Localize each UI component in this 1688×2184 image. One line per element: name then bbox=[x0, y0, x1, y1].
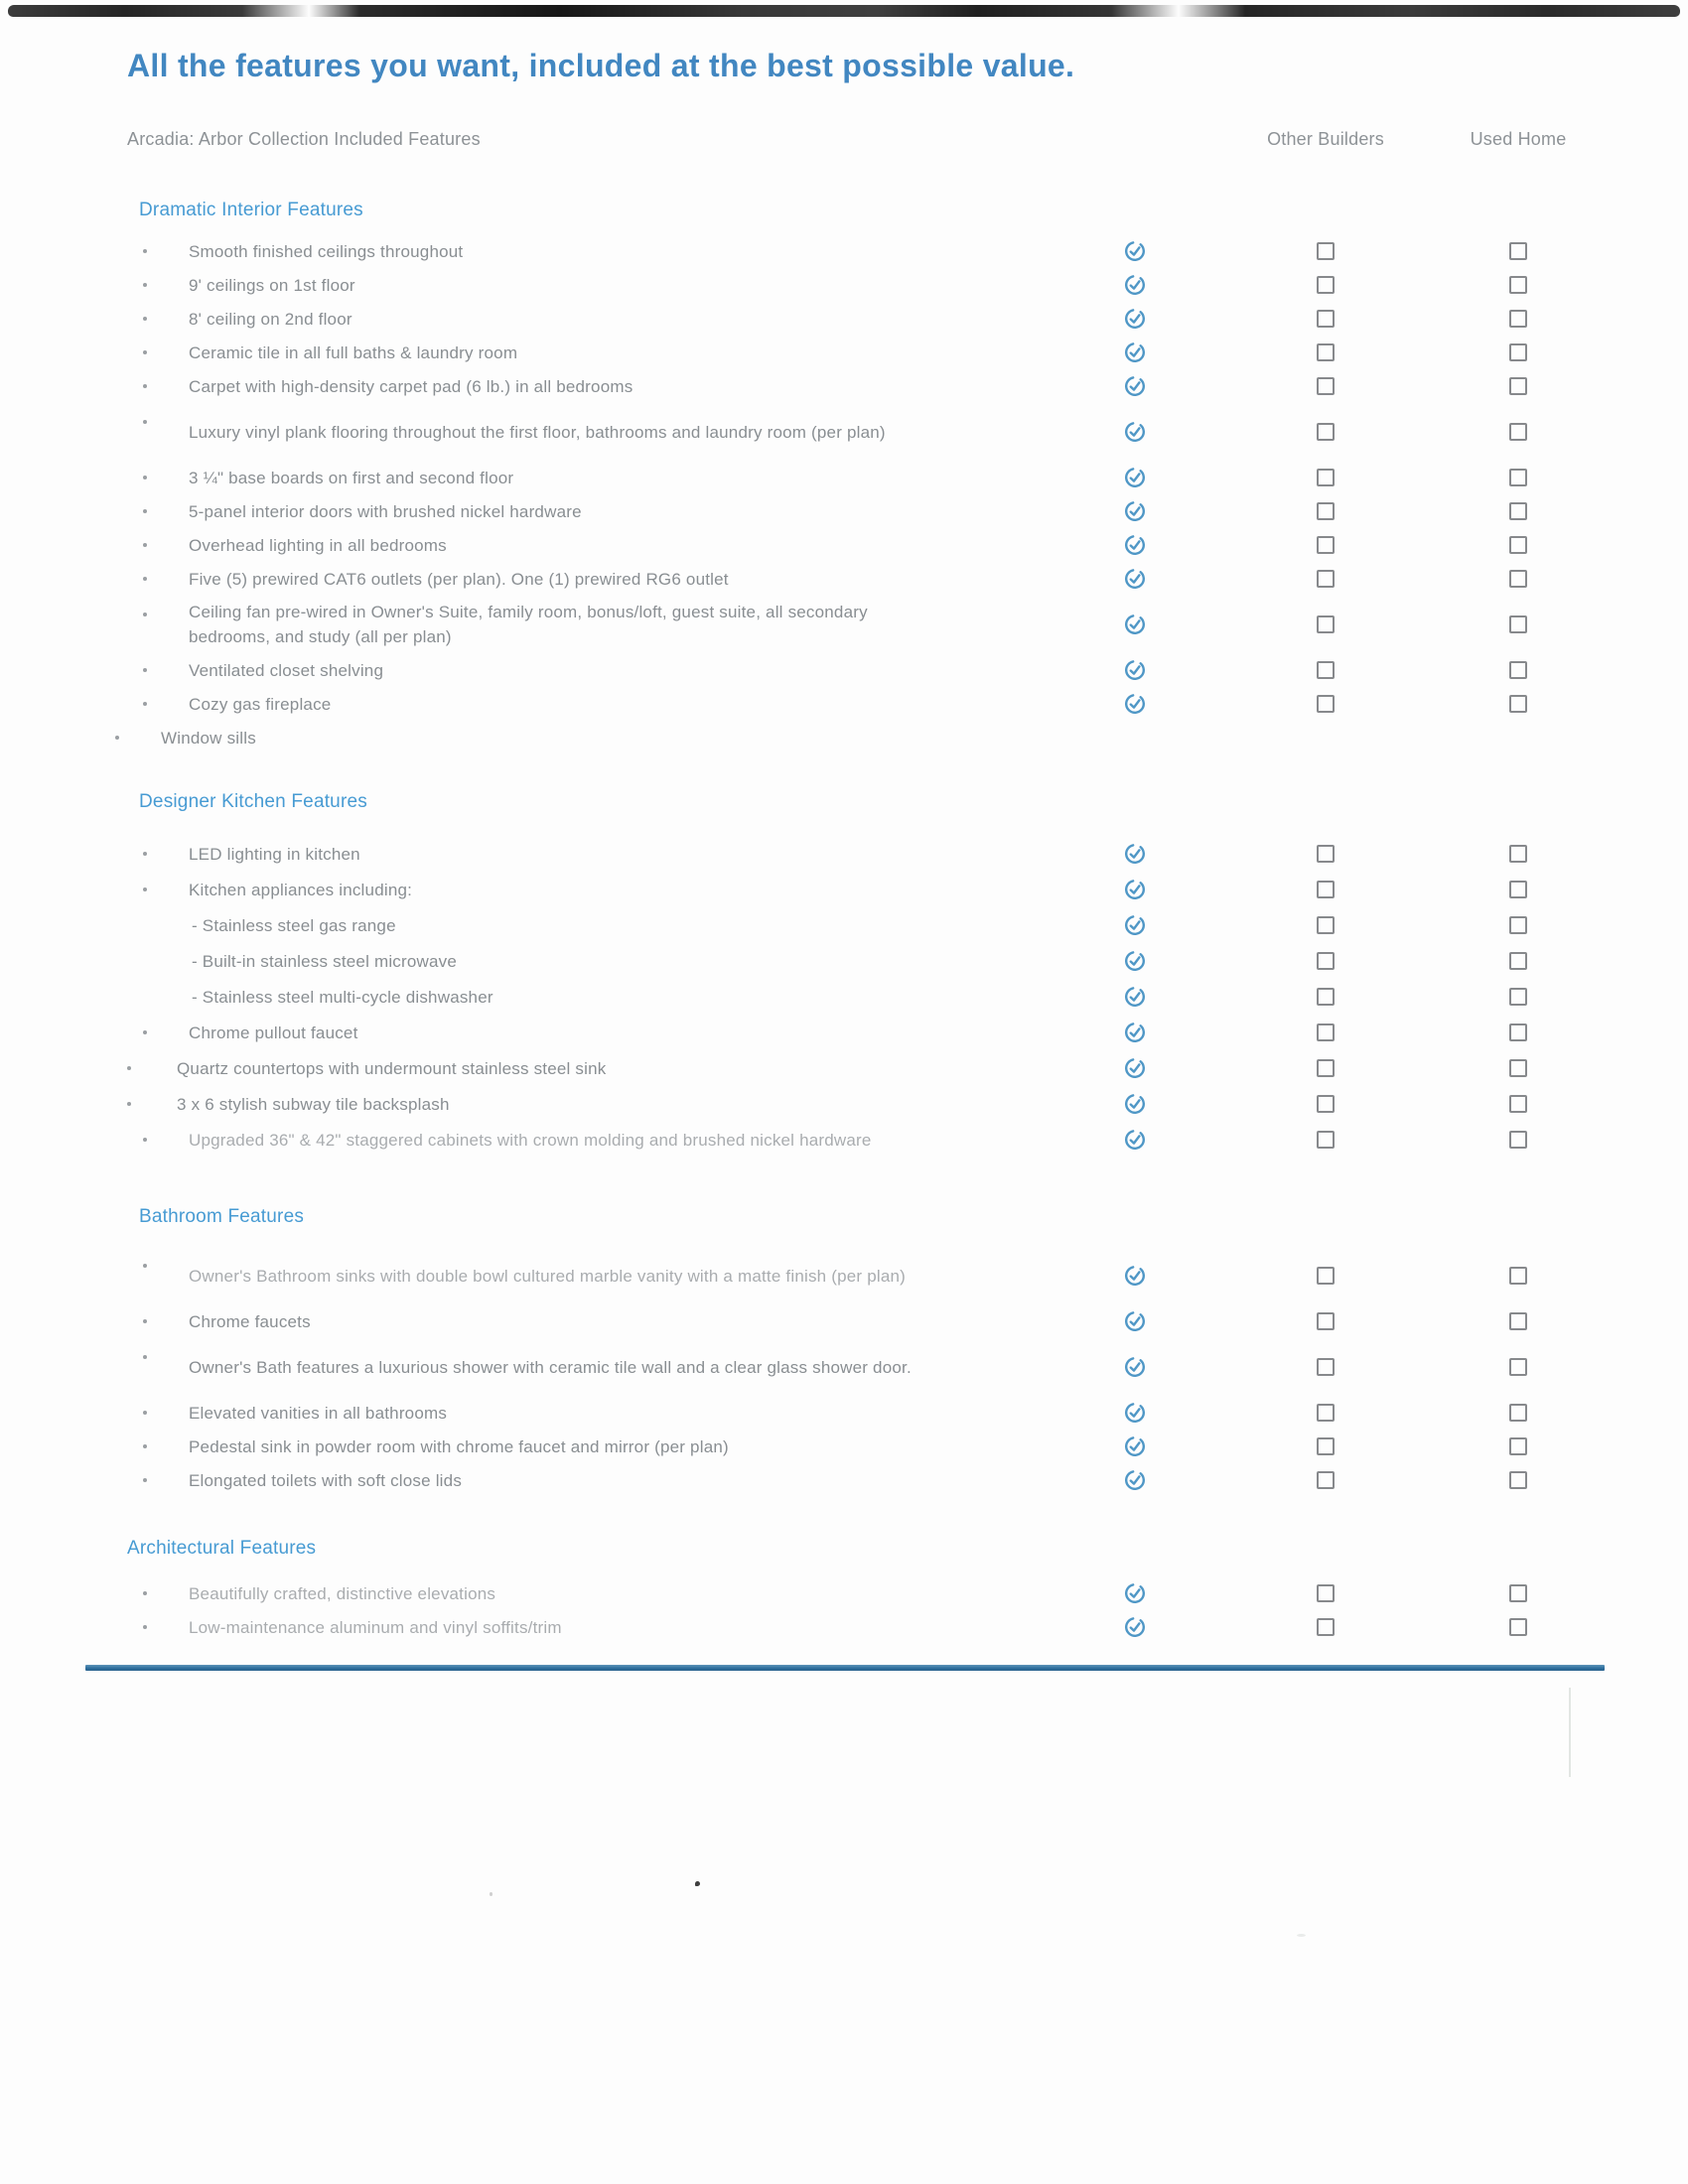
feature-text: Ceiling fan pre-wired in Owner's Suite, family room, bonus/loft, guest suite, all secondary bedrooms, and study (all per plan) bbox=[189, 603, 868, 646]
checkbox-used-home bbox=[1509, 469, 1527, 486]
checkbox-other-builders bbox=[1317, 469, 1335, 486]
feature-row bbox=[0, 596, 1688, 653]
checkbox-used-home bbox=[1509, 1584, 1527, 1602]
checkbox-other-builders bbox=[1317, 695, 1335, 713]
feature-text: Quartz countertops with undermount stainless steel sink bbox=[177, 1058, 607, 1078]
bullet-dot bbox=[143, 350, 147, 354]
section-heading: Dramatic Interior Features bbox=[139, 200, 363, 220]
check-circle-icon bbox=[1124, 375, 1146, 397]
checkbox-used-home bbox=[1509, 570, 1527, 588]
check-circle-icon bbox=[1124, 421, 1146, 443]
checkbox-other-builders bbox=[1317, 615, 1335, 633]
feature-text: Ceramic tile in all full baths & laundry room bbox=[189, 342, 518, 362]
bullet-dot bbox=[143, 1355, 147, 1359]
bullet-dot bbox=[127, 1066, 131, 1070]
feature-row bbox=[0, 907, 1688, 943]
feature-text: Owner's Bathroom sinks with double bowl cultured marble vanity with a matte finish (per plan) bbox=[189, 1266, 906, 1286]
checkbox-other-builders bbox=[1317, 536, 1335, 554]
feature-text: Carpet with high-density carpet pad (6 lb.) in all bedrooms bbox=[189, 376, 633, 396]
checkbox-used-home bbox=[1509, 423, 1527, 441]
checkbox-used-home bbox=[1509, 988, 1527, 1006]
bullet-dot bbox=[143, 1319, 147, 1323]
bullet-dot bbox=[143, 384, 147, 388]
checkbox-other-builders bbox=[1317, 1059, 1335, 1077]
check-circle-icon bbox=[1124, 467, 1146, 488]
check-circle-icon bbox=[1124, 614, 1146, 635]
scan-artifact-top bbox=[8, 5, 1680, 17]
feature-row bbox=[0, 336, 1688, 369]
checkbox-used-home bbox=[1509, 1131, 1527, 1149]
bullet-dot bbox=[143, 1411, 147, 1415]
bullet-dot bbox=[143, 283, 147, 287]
feature-text: Luxury vinyl plank flooring throughout the first floor, bathrooms and laundry room (per plan) bbox=[189, 422, 886, 442]
checkbox-used-home bbox=[1509, 1471, 1527, 1489]
checkbox-other-builders bbox=[1317, 1471, 1335, 1489]
checkbox-used-home bbox=[1509, 615, 1527, 633]
checkbox-used-home bbox=[1509, 377, 1527, 395]
check-circle-icon bbox=[1124, 500, 1146, 522]
feature-text: 3 ¼" base boards on first and second floor bbox=[189, 468, 514, 487]
feature-text: Ventilated closet shelving bbox=[189, 660, 384, 680]
feature-text: Five (5) prewired CAT6 outlets (per plan). One (1) prewired RG6 outlet bbox=[189, 569, 729, 589]
feature-text: Smooth finished ceilings throughout bbox=[189, 241, 464, 261]
feature-text: Kitchen appliances including: bbox=[189, 880, 413, 899]
checkbox-used-home bbox=[1509, 661, 1527, 679]
check-circle-icon bbox=[1124, 693, 1146, 715]
sections bbox=[0, 199, 1688, 1644]
bullet-dot bbox=[143, 1478, 147, 1482]
scan-artifact-line bbox=[1569, 1688, 1571, 1777]
check-circle-icon bbox=[1124, 1265, 1146, 1287]
check-circle-icon bbox=[1124, 568, 1146, 590]
feature-row bbox=[0, 403, 1688, 461]
check-circle-icon bbox=[1124, 1057, 1146, 1079]
checkbox-used-home bbox=[1509, 1059, 1527, 1077]
checkbox-other-builders bbox=[1317, 1437, 1335, 1455]
feature-text: 5-panel interior doors with brushed nickel hardware bbox=[189, 501, 582, 521]
checkbox-other-builders bbox=[1317, 1358, 1335, 1376]
checkbox-other-builders bbox=[1317, 343, 1335, 361]
feature-row bbox=[0, 234, 1688, 268]
feature-row bbox=[0, 302, 1688, 336]
checkbox-used-home bbox=[1509, 1618, 1527, 1636]
check-circle-icon bbox=[1124, 240, 1146, 262]
checkbox-used-home bbox=[1509, 1267, 1527, 1285]
feature-text: LED lighting in kitchen bbox=[189, 844, 360, 864]
scan-artifact-dot bbox=[695, 1881, 700, 1886]
feature-row bbox=[0, 653, 1688, 687]
checkbox-used-home bbox=[1509, 276, 1527, 294]
checkbox-other-builders bbox=[1317, 1267, 1335, 1285]
section-dramatic-interior-features bbox=[0, 199, 1688, 754]
section-bathroom-features bbox=[0, 1205, 1688, 1497]
feature-row bbox=[0, 943, 1688, 979]
section-heading: Bathroom Features bbox=[139, 1206, 305, 1227]
feature-row bbox=[0, 1304, 1688, 1338]
bullet-dot bbox=[143, 476, 147, 479]
checkbox-other-builders bbox=[1317, 845, 1335, 863]
check-circle-icon bbox=[1124, 534, 1146, 556]
feature-text: Elongated toilets with soft close lids bbox=[189, 1470, 463, 1490]
checkbox-other-builders bbox=[1317, 423, 1335, 441]
checkbox-used-home bbox=[1509, 1358, 1527, 1376]
checkbox-used-home bbox=[1509, 1437, 1527, 1455]
check-circle-icon bbox=[1124, 950, 1146, 972]
check-circle-icon bbox=[1124, 1435, 1146, 1457]
bullet-dot bbox=[143, 613, 147, 616]
check-circle-icon bbox=[1124, 1022, 1146, 1043]
bullet-dot bbox=[143, 543, 147, 547]
checkbox-used-home bbox=[1509, 845, 1527, 863]
scan-artifact-dot bbox=[490, 1892, 492, 1896]
column-header-used-home: Used Home bbox=[1470, 129, 1567, 149]
feature-row bbox=[0, 721, 1688, 754]
checkbox-used-home bbox=[1509, 881, 1527, 898]
section-heading: Designer Kitchen Features bbox=[139, 791, 367, 812]
feature-row bbox=[0, 1247, 1688, 1304]
checkbox-used-home bbox=[1509, 1024, 1527, 1041]
bullet-dot bbox=[143, 1030, 147, 1034]
bullet-dot bbox=[143, 577, 147, 581]
feature-list bbox=[0, 1247, 1688, 1497]
check-circle-icon bbox=[1124, 659, 1146, 681]
checkbox-other-builders bbox=[1317, 881, 1335, 898]
checkbox-used-home bbox=[1509, 695, 1527, 713]
check-circle-icon bbox=[1124, 1616, 1146, 1638]
check-circle-icon bbox=[1124, 879, 1146, 900]
checkbox-other-builders bbox=[1317, 1584, 1335, 1602]
bullet-dot bbox=[143, 1625, 147, 1629]
check-circle-icon bbox=[1124, 1469, 1146, 1491]
check-circle-icon bbox=[1124, 274, 1146, 296]
checkbox-other-builders bbox=[1317, 1312, 1335, 1330]
feature-text: Chrome pullout faucet bbox=[189, 1023, 358, 1042]
checkbox-used-home bbox=[1509, 916, 1527, 934]
checkbox-other-builders bbox=[1317, 570, 1335, 588]
check-circle-icon bbox=[1124, 914, 1146, 936]
feature-text: - Stainless steel multi-cycle dishwasher bbox=[192, 987, 493, 1007]
checkbox-used-home bbox=[1509, 1404, 1527, 1422]
feature-list bbox=[0, 836, 1688, 1158]
feature-row bbox=[0, 1050, 1688, 1086]
checkbox-used-home bbox=[1509, 310, 1527, 328]
feature-row bbox=[0, 369, 1688, 403]
page-title: All the features you want, included at the best possible value. bbox=[127, 48, 1075, 83]
checkbox-used-home bbox=[1509, 502, 1527, 520]
feature-text: Chrome faucets bbox=[189, 1311, 311, 1331]
checkbox-other-builders bbox=[1317, 377, 1335, 395]
feature-row bbox=[0, 1015, 1688, 1050]
feature-text: Overhead lighting in all bedrooms bbox=[189, 535, 447, 555]
feature-text: 8' ceiling on 2nd floor bbox=[189, 309, 352, 329]
checkbox-used-home bbox=[1509, 952, 1527, 970]
checkbox-other-builders bbox=[1317, 1024, 1335, 1041]
feature-row bbox=[0, 494, 1688, 528]
bullet-dot bbox=[143, 1444, 147, 1448]
bullet-dot bbox=[143, 420, 147, 424]
feature-text: Owner's Bath features a luxurious shower with ceramic tile wall and a clear glass shower door. bbox=[189, 1357, 912, 1377]
feature-text: Elevated vanities in all bathrooms bbox=[189, 1403, 448, 1423]
checkbox-other-builders bbox=[1317, 916, 1335, 934]
checkbox-used-home bbox=[1509, 1312, 1527, 1330]
feature-row bbox=[0, 872, 1688, 907]
feature-text: Beautifully crafted, distinctive elevations bbox=[189, 1583, 496, 1603]
bullet-dot bbox=[143, 317, 147, 321]
checkbox-other-builders bbox=[1317, 276, 1335, 294]
feature-row bbox=[0, 1463, 1688, 1497]
checkbox-used-home bbox=[1509, 536, 1527, 554]
check-circle-icon bbox=[1124, 1356, 1146, 1378]
feature-row bbox=[0, 528, 1688, 562]
check-circle-icon bbox=[1124, 1582, 1146, 1604]
feature-row bbox=[0, 1576, 1688, 1610]
bullet-dot bbox=[143, 249, 147, 253]
check-circle-icon bbox=[1124, 1129, 1146, 1151]
divider-rule bbox=[85, 1665, 1605, 1671]
feature-text: 9' ceilings on 1st floor bbox=[189, 275, 355, 295]
feature-row bbox=[0, 268, 1688, 302]
feature-text: 3 x 6 stylish subway tile backsplash bbox=[177, 1094, 450, 1114]
bullet-dot bbox=[143, 668, 147, 672]
checkbox-other-builders bbox=[1317, 988, 1335, 1006]
bullet-dot bbox=[143, 887, 147, 891]
check-circle-icon bbox=[1124, 1093, 1146, 1115]
bullet-dot bbox=[127, 1102, 131, 1106]
feature-row bbox=[0, 1086, 1688, 1122]
feature-text: Pedestal sink in powder room with chrome faucet and mirror (per plan) bbox=[189, 1436, 729, 1456]
feature-row bbox=[0, 1430, 1688, 1463]
checkbox-other-builders bbox=[1317, 310, 1335, 328]
bullet-dot bbox=[143, 1138, 147, 1142]
checkbox-other-builders bbox=[1317, 1404, 1335, 1422]
checkbox-used-home bbox=[1509, 242, 1527, 260]
feature-row bbox=[0, 687, 1688, 721]
feature-list bbox=[0, 1576, 1688, 1644]
feature-row bbox=[0, 836, 1688, 872]
checkbox-used-home bbox=[1509, 1095, 1527, 1113]
check-circle-icon bbox=[1124, 308, 1146, 330]
feature-text: - Stainless steel gas range bbox=[192, 915, 396, 935]
bullet-dot bbox=[143, 702, 147, 706]
checkbox-other-builders bbox=[1317, 1618, 1335, 1636]
checkbox-used-home bbox=[1509, 343, 1527, 361]
check-circle-icon bbox=[1124, 986, 1146, 1008]
feature-list bbox=[0, 234, 1688, 754]
feature-row bbox=[0, 979, 1688, 1015]
check-circle-icon bbox=[1124, 1310, 1146, 1332]
feature-text: Low-maintenance aluminum and vinyl soffits/trim bbox=[189, 1617, 562, 1637]
bullet-dot bbox=[143, 509, 147, 513]
scan-artifact-dot bbox=[1297, 1934, 1306, 1937]
bullet-dot bbox=[143, 1264, 147, 1268]
feature-row bbox=[0, 1396, 1688, 1430]
feature-text: Upgraded 36" & 42" staggered cabinets with crown molding and brushed nickel hardware bbox=[189, 1130, 872, 1150]
feature-row bbox=[0, 461, 1688, 494]
bullet-dot bbox=[143, 1591, 147, 1595]
feature-row bbox=[0, 1122, 1688, 1158]
check-circle-icon bbox=[1124, 1402, 1146, 1424]
bullet-dot bbox=[143, 852, 147, 856]
checkbox-other-builders bbox=[1317, 502, 1335, 520]
checkbox-other-builders bbox=[1317, 1131, 1335, 1149]
feature-text: Window sills bbox=[161, 728, 256, 748]
feature-row bbox=[0, 1610, 1688, 1644]
document-subtitle: Arcadia: Arbor Collection Included Features bbox=[127, 129, 481, 149]
check-circle-icon bbox=[1124, 341, 1146, 363]
feature-text: - Built-in stainless steel microwave bbox=[192, 951, 458, 971]
section-heading: Architectural Features bbox=[127, 1538, 317, 1559]
check-circle-icon bbox=[1124, 843, 1146, 865]
checkbox-other-builders bbox=[1317, 1095, 1335, 1113]
checkbox-other-builders bbox=[1317, 242, 1335, 260]
feature-text: Cozy gas fireplace bbox=[189, 694, 332, 714]
section-architectural-features bbox=[0, 1537, 1688, 1644]
section-designer-kitchen-features bbox=[0, 790, 1688, 1158]
checkbox-other-builders bbox=[1317, 661, 1335, 679]
checkbox-other-builders bbox=[1317, 952, 1335, 970]
bullet-dot bbox=[115, 736, 119, 740]
feature-row bbox=[0, 1338, 1688, 1396]
feature-row bbox=[0, 562, 1688, 596]
column-header-other-builders: Other Builders bbox=[1267, 129, 1384, 149]
